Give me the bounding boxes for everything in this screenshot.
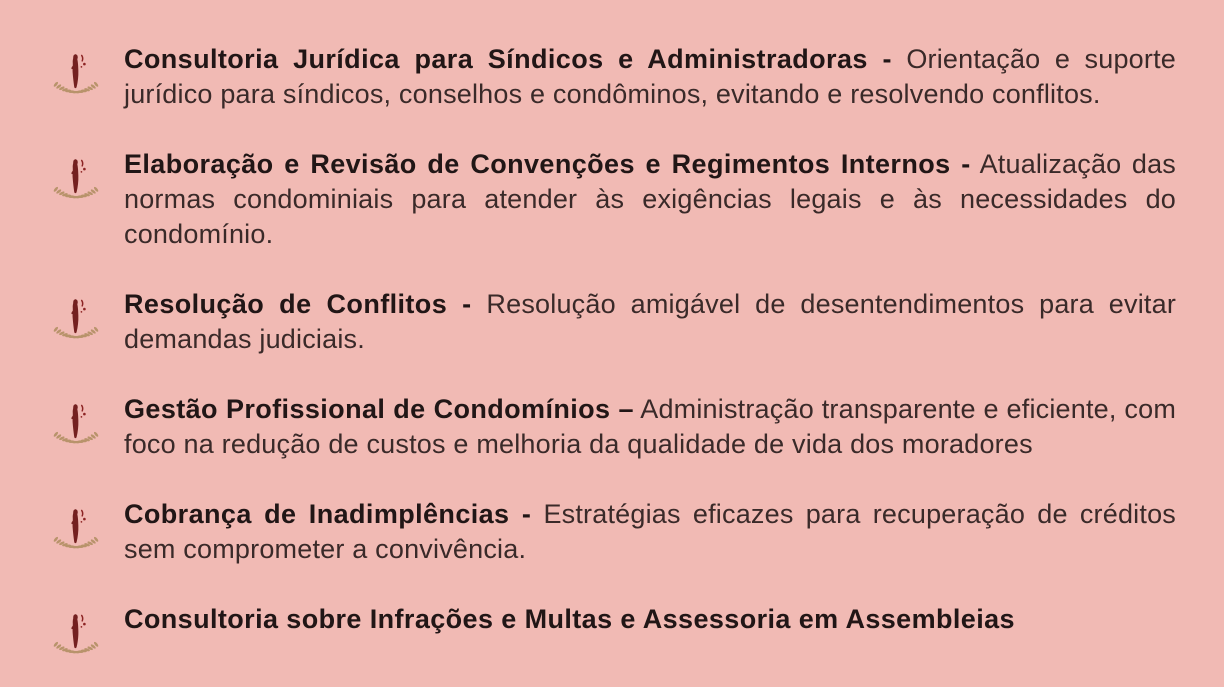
service-text xyxy=(124,147,1176,252)
service-text xyxy=(124,392,1176,462)
service-description: Administração transparente e eficiente, com foco na redução de custos e melhoria da qualidade de vida dos moradores xyxy=(124,394,1177,459)
service-text xyxy=(124,287,1176,357)
justice-laurel-icon xyxy=(48,503,104,559)
service-title: Gestão Profissional de Condomínios – xyxy=(124,394,634,424)
service-title: Cobrança de Inadimplências - xyxy=(124,499,532,529)
service-item xyxy=(48,42,1176,112)
service-item xyxy=(48,497,1176,567)
service-title: Elaboração e Revisão de Convenções e Regimentos Internos - xyxy=(124,149,971,179)
service-text xyxy=(124,602,1176,637)
service-description: Orientação e suporte jurídico para síndicos, conselhos e condôminos, evitando e resolvendo conflitos. xyxy=(124,44,1177,109)
service-text xyxy=(124,42,1176,112)
justice-laurel-icon xyxy=(48,153,104,209)
justice-laurel-icon xyxy=(48,608,104,664)
service-item xyxy=(48,147,1176,252)
justice-laurel-icon xyxy=(48,48,104,104)
service-description: Estratégias eficazes para recuperação de créditos sem comprometer a convivência. xyxy=(124,499,1176,564)
service-title: Consultoria Jurídica para Síndicos e Administradoras - xyxy=(124,44,892,74)
service-title: Resolução de Conflitos - xyxy=(124,289,472,319)
service-description: Resolução amigável de desentendimentos para evitar demandas judiciais. xyxy=(124,289,1177,354)
service-title: Consultoria sobre Infrações e Multas e Assessoria em Assembleias xyxy=(124,604,1015,634)
justice-laurel-icon xyxy=(48,398,104,454)
service-item xyxy=(48,287,1176,357)
service-description: Atualização das normas condominiais para atender às exigências legais e às necessidades do condomínio. xyxy=(124,149,1176,249)
justice-laurel-icon xyxy=(48,293,104,349)
service-text xyxy=(124,497,1176,567)
service-item xyxy=(48,392,1176,462)
service-item xyxy=(48,602,1176,664)
